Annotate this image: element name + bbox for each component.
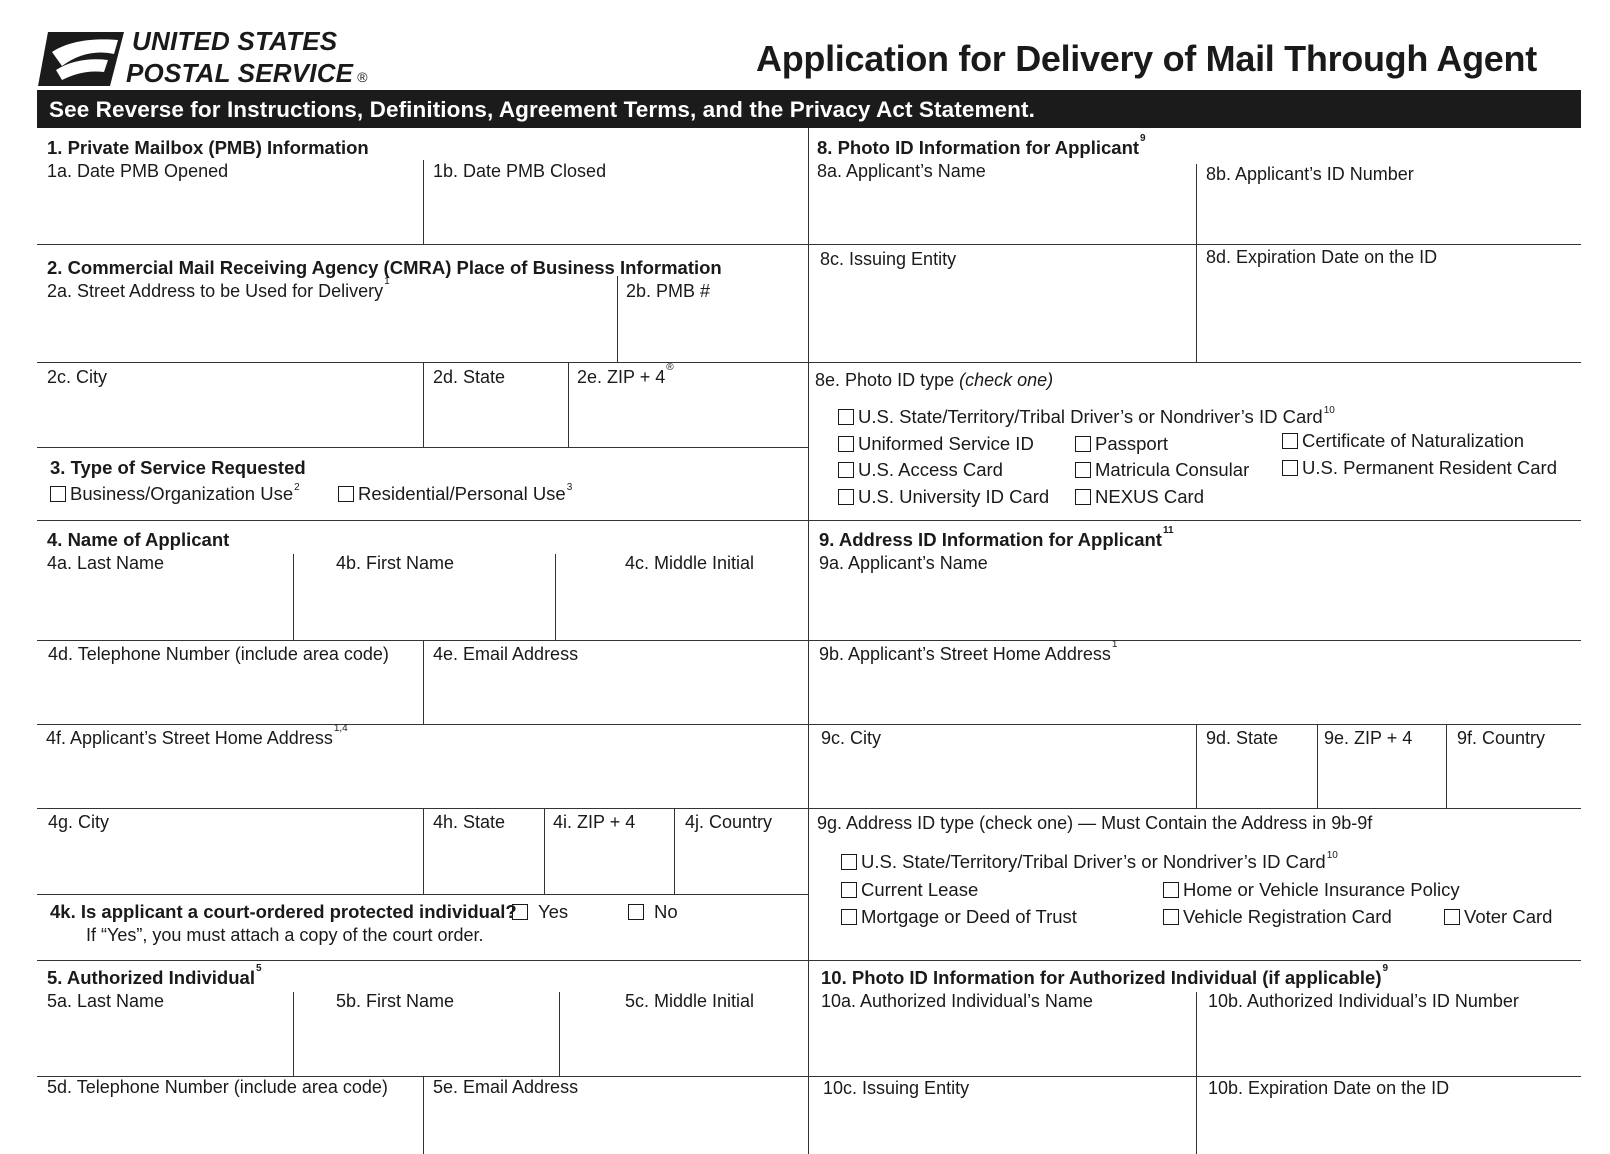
divider [559,992,560,1076]
checkbox-box[interactable] [1282,460,1298,476]
photo-id-type-label: 8e. Photo ID type (check one) [815,370,1054,390]
divider [37,244,808,245]
section-5-heading: 5. Authorized Individual$^5$ [47,962,262,988]
authorized-id-issuing-entity-field[interactable]: 10c. Issuing Entity [823,1078,970,1098]
address-id-state-card-checkbox[interactable]: U.S. State/Territory/Tribal Driver’s or Nondriver’s ID Card $^{10}$ [841,851,1338,873]
photo-id-issuing-entity-field[interactable]: 8c. Issuing Entity [820,249,957,269]
authorized-id-number-field[interactable]: 10b. Authorized Individual’s ID Number [1208,991,1519,1011]
pmb-number-field[interactable]: 2b. PMB # [626,281,711,301]
address-id-registration-checkbox[interactable]: Vehicle Registration Card [1163,906,1392,928]
divider [293,992,294,1076]
applicant-telephone-field[interactable]: 4d. Telephone Number (include area code) [48,644,389,664]
photo-id-university-checkbox[interactable]: U.S. University ID Card [838,486,1049,508]
divider [1196,244,1197,362]
applicant-first-name-field[interactable]: 4b. First Name [336,553,455,573]
applicant-email-field[interactable]: 4e. Email Address [433,644,579,664]
checkbox-box[interactable] [50,486,66,502]
court-ordered-no-checkbox[interactable]: No [628,901,678,923]
checkbox-box[interactable] [1163,909,1179,925]
cmra-zip-field[interactable]: 2e. ZIP + 4® [577,362,674,387]
applicant-home-address-field[interactable]: 4f. Applicant’s Street Home Address$^{1,4}$ [46,723,348,748]
photo-id-naturalization-checkbox[interactable]: Certificate of Naturalization [1282,430,1524,452]
checkbox-box[interactable] [841,882,857,898]
divider [37,894,808,895]
checkbox-box[interactable] [1075,462,1091,478]
checkbox-box[interactable] [841,854,857,870]
photo-id-nexus-checkbox[interactable]: NEXUS Card [1075,486,1204,508]
divider [808,244,1581,245]
divider [1446,724,1447,808]
divider [808,520,1581,521]
usps-logo-line2: POSTAL SERVICE ® [126,58,368,88]
banner-text: See Reverse for Instructions, Definitions, Agreement Terms, and the Privacy Act Statement. [49,97,1035,122]
divider [555,554,556,640]
address-id-mortgage-checkbox[interactable]: Mortgage or Deed of Trust [841,906,1077,928]
divider [808,960,1581,961]
divider [568,362,569,447]
date-pmb-closed-field[interactable]: 1b. Date PMB Closed [433,161,607,181]
authorized-id-name-field[interactable]: 10a. Authorized Individual’s Name [821,991,1093,1011]
court-order-note: If “Yes”, you must attach a copy of the court order. [86,925,484,945]
court-ordered-question: 4k. Is applicant a court-ordered protected individual? [50,901,517,922]
divider [37,447,808,448]
authorized-first-name-field[interactable]: 5b. First Name [336,991,455,1011]
cmra-city-field[interactable]: 2c. City [47,367,108,387]
court-ordered-yes-checkbox[interactable]: Yes [512,901,568,923]
section-2-heading: 2. Commercial Mail Receiving Agency (CMRA) Place of Business Information [47,257,722,278]
section-8-heading: 8. Photo ID Information for Applicant$^9$ [817,132,1146,158]
authorized-last-name-field[interactable]: 5a. Last Name [47,991,165,1011]
address-id-voter-checkbox[interactable]: Voter Card [1444,906,1552,928]
applicant-city-field[interactable]: 4g. City [48,812,110,832]
date-pmb-opened-field[interactable]: 1a. Date PMB Opened [47,161,229,181]
address-id-state-field[interactable]: 9d. State [1206,728,1279,748]
photo-id-access-card-checkbox[interactable]: U.S. Access Card [838,459,1003,481]
divider [423,1076,424,1154]
divider [423,160,424,244]
authorized-telephone-field[interactable]: 5d. Telephone Number (include area code) [47,1077,388,1097]
photo-id-applicant-name-field[interactable]: 8a. Applicant’s Name [817,161,986,181]
street-address-delivery-field[interactable]: 2a. Street Address to be Used for Delivery$^1$ [47,276,390,301]
business-use-checkbox[interactable]: Business/Organization Use $^2$ [50,483,300,505]
divider [808,808,1581,809]
applicant-last-name-field[interactable]: 4a. Last Name [47,553,165,573]
address-id-city-field[interactable]: 9c. City [821,728,882,748]
photo-id-expiration-field[interactable]: 8d. Expiration Date on the ID [1206,247,1438,267]
section-4-heading: 4. Name of Applicant [47,529,230,550]
form-title: Application for Delivery of Mail Through Agent [756,38,1537,79]
checkbox-box[interactable] [838,462,854,478]
usps-eagle-logo-icon [38,32,124,86]
section-9-heading: 9. Address ID Information for Applicant$^{11}$ [819,524,1174,550]
divider [1196,992,1197,1076]
divider [1196,1076,1197,1154]
photo-id-passport-checkbox[interactable]: Passport [1075,433,1168,455]
divider [808,362,1581,363]
checkbox-box[interactable] [338,486,354,502]
photo-id-resident-card-checkbox[interactable]: U.S. Permanent Resident Card [1282,457,1557,479]
divider [1196,164,1197,244]
authorized-middle-initial-field[interactable]: 5c. Middle Initial [625,991,755,1011]
address-id-lease-checkbox[interactable]: Current Lease [841,879,978,901]
section-3-heading: 3. Type of Service Requested [50,457,306,478]
divider [423,808,424,894]
checkbox-box[interactable] [1444,909,1460,925]
checkbox-box[interactable] [1282,433,1298,449]
residential-use-checkbox[interactable]: Residential/Personal Use $^3$ [338,483,572,505]
divider [808,724,1581,725]
divider [423,640,424,724]
applicant-country-field[interactable]: 4j. Country [685,812,773,832]
divider [37,960,808,961]
checkbox-box[interactable] [838,436,854,452]
checkbox-box[interactable] [512,904,528,920]
address-id-insurance-checkbox[interactable]: Home or Vehicle Insurance Policy [1163,879,1460,901]
divider [544,808,545,894]
checkbox-box[interactable] [1163,882,1179,898]
checkbox-box[interactable] [838,489,854,505]
cmra-state-field[interactable]: 2d. State [433,367,506,387]
address-id-street-field[interactable]: 9b. Applicant’s Street Home Address$^1$ [819,639,1118,664]
photo-id-uniformed-checkbox[interactable]: Uniformed Service ID [838,433,1034,455]
authorized-email-field[interactable]: 5e. Email Address [433,1077,579,1097]
checkbox-box[interactable] [1075,436,1091,452]
checkbox-box[interactable] [1075,489,1091,505]
divider [674,808,675,894]
divider [1317,724,1318,808]
photo-id-number-field[interactable]: 8b. Applicant’s ID Number [1206,164,1414,184]
address-id-type-label: 9g. Address ID type (check one) — Must Contain the Address in 9b-9f [817,813,1373,833]
authorized-id-expiration-field[interactable]: 10b. Expiration Date on the ID [1208,1078,1450,1098]
address-id-country-field[interactable]: 9f. Country [1457,728,1546,748]
instructions-banner [37,90,1581,128]
divider [37,520,808,521]
address-id-zip-field[interactable]: 9e. ZIP + 4 [1324,728,1413,748]
checkbox-box[interactable] [841,909,857,925]
address-id-applicant-name-field[interactable]: 9a. Applicant’s Name [819,553,988,573]
photo-id-matricula-checkbox[interactable]: Matricula Consular [1075,459,1249,481]
divider [808,640,1581,641]
applicant-state-field[interactable]: 4h. State [433,812,506,832]
applicant-middle-initial-field[interactable]: 4c. Middle Initial [625,553,755,573]
divider [423,362,424,447]
divider [293,554,294,640]
section-10-heading: 10. Photo ID Information for Authorized Individual (if applicable)$^9$ [821,962,1389,988]
applicant-zip-field[interactable]: 4i. ZIP + 4 [553,812,636,832]
checkbox-box[interactable] [628,904,644,920]
photo-id-state-card-checkbox[interactable]: U.S. State/Territory/Tribal Driver’s or Nondriver’s ID Card $^{10}$ [838,406,1335,428]
divider [1196,724,1197,808]
divider [617,276,618,362]
checkbox-box[interactable] [838,409,854,425]
divider [37,724,808,725]
section-1-heading: 1. Private Mailbox (PMB) Information [47,137,369,158]
usps-logo-line1: UNITED STATES [132,26,338,56]
